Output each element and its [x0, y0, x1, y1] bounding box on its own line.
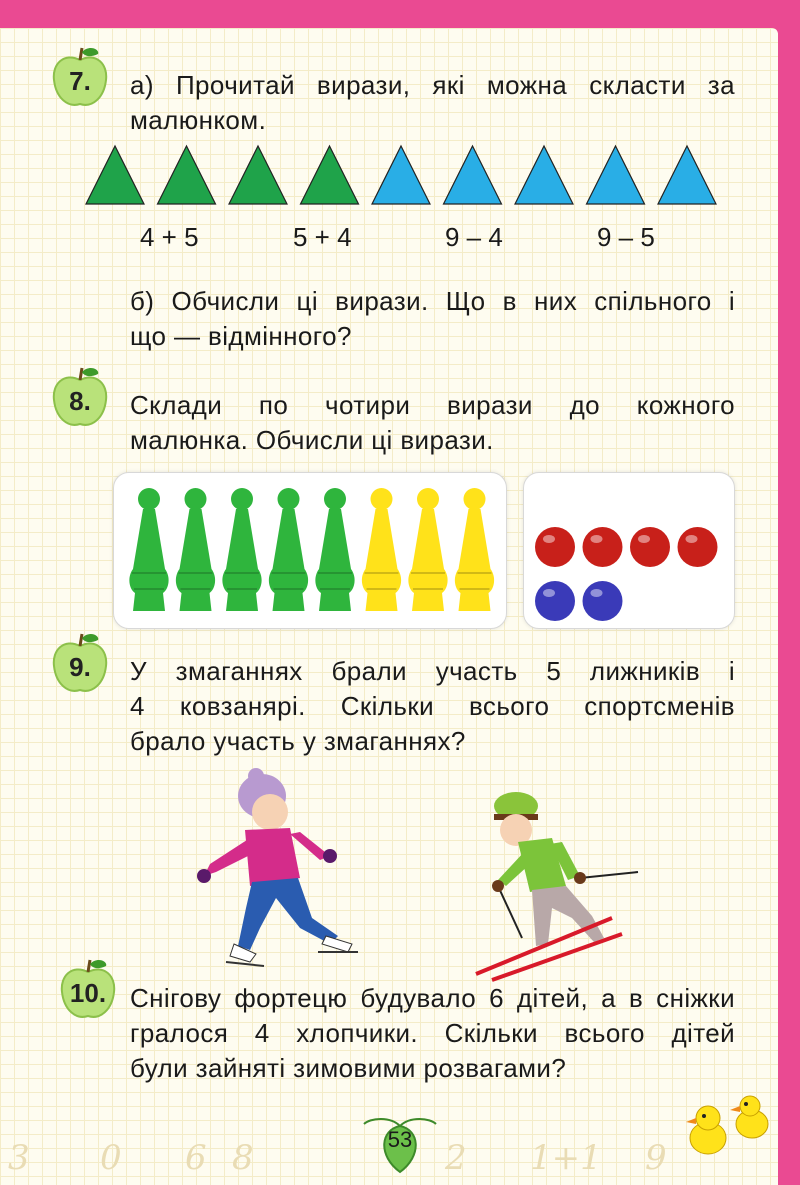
text-line: а) Прочитай вирази, які можна скласти за [130, 70, 735, 100]
skater-illustration [190, 768, 365, 968]
task-number: 7. [69, 66, 91, 96]
expression: 5 + 4 [293, 222, 352, 252]
bowling-pin-icon [222, 488, 261, 611]
triangle-icon [372, 146, 430, 204]
page-border-right [778, 0, 800, 1185]
triangle-icon [229, 146, 287, 204]
page-border-top [0, 0, 800, 30]
balls [524, 473, 734, 628]
ball-icon [535, 527, 575, 567]
task-8-text [130, 388, 735, 458]
expression: 4 + 5 [140, 222, 199, 252]
text-line: б) Обчисли ці вирази. Що в них спільного і [130, 286, 735, 316]
page-number: 53 [387, 1127, 413, 1152]
text-line: брало участь у змаганнях? [130, 726, 466, 756]
task-7-part-b [130, 284, 735, 354]
footer-digit: 1+1 [530, 1138, 602, 1178]
chick-icon [680, 1086, 778, 1166]
text-line: гралося 4 хлопчики. Скільки всього дітей [130, 1018, 735, 1048]
bowling-pins [114, 473, 506, 628]
task-7-part-a [130, 68, 735, 138]
text-line: 4 ковзанярі. Скільки всього спортсменів [130, 691, 735, 721]
task-10-apple-icon [58, 958, 118, 1020]
bowling-pin-icon [408, 488, 447, 611]
balls-panel [523, 472, 735, 629]
text-line: Склади по чотири вирази до кожного [130, 390, 735, 420]
ball-icon [678, 527, 718, 567]
expression: 9 – 5 [597, 222, 655, 252]
task-9-apple-icon [50, 632, 110, 694]
footer-digit: 6 [185, 1138, 207, 1178]
pins-panel [113, 472, 507, 629]
bowling-pin-icon [176, 488, 215, 611]
task-7-apple-icon [50, 46, 110, 108]
triangle-icon [444, 146, 502, 204]
text-line: що — відмінного? [130, 321, 352, 351]
task-number: 8. [69, 386, 91, 416]
bowling-pin-icon [455, 488, 494, 611]
triangle-icon [86, 146, 144, 204]
ball-icon [535, 581, 575, 621]
text-line: У змаганнях брали участь 5 лижників і [130, 656, 735, 686]
text-line: були зайняті зимовими розвагами? [130, 1053, 567, 1083]
bowling-pin-icon [269, 488, 308, 611]
footer-digit: 9 [645, 1138, 667, 1178]
task-number: 10. [69, 978, 107, 1008]
task-9-text [130, 654, 735, 759]
triangle-icon [158, 146, 216, 204]
task-8-apple-icon [50, 366, 110, 428]
footer-digit: 3 [8, 1138, 30, 1178]
page-paper [0, 28, 778, 1185]
footer-digit: 8 [232, 1138, 254, 1178]
text-line: малюнком. [130, 105, 267, 135]
bowling-pin-icon [129, 488, 168, 611]
task-10-text [130, 981, 735, 1086]
triangles-row [80, 144, 720, 208]
footer-digit: 0 [100, 1138, 122, 1178]
bowling-pin-icon [362, 488, 401, 611]
triangle-icon [587, 146, 645, 204]
ball-icon [583, 581, 623, 621]
triangle-icon [301, 146, 359, 204]
expression: 9 – 4 [445, 222, 503, 252]
footer-digit: 2 [445, 1138, 467, 1178]
triangle-icon [658, 146, 716, 204]
ball-icon [630, 527, 670, 567]
text-line: Снігову фортецю будувало 6 дітей, а в сніжки [130, 983, 735, 1013]
skier-illustration [472, 768, 647, 983]
text-line: малюнка. Обчисли ці вирази. [130, 425, 494, 455]
bowling-pin-icon [315, 488, 354, 611]
triangle-icon [515, 146, 573, 204]
ball-icon [583, 527, 623, 567]
task-number: 9. [69, 652, 91, 682]
